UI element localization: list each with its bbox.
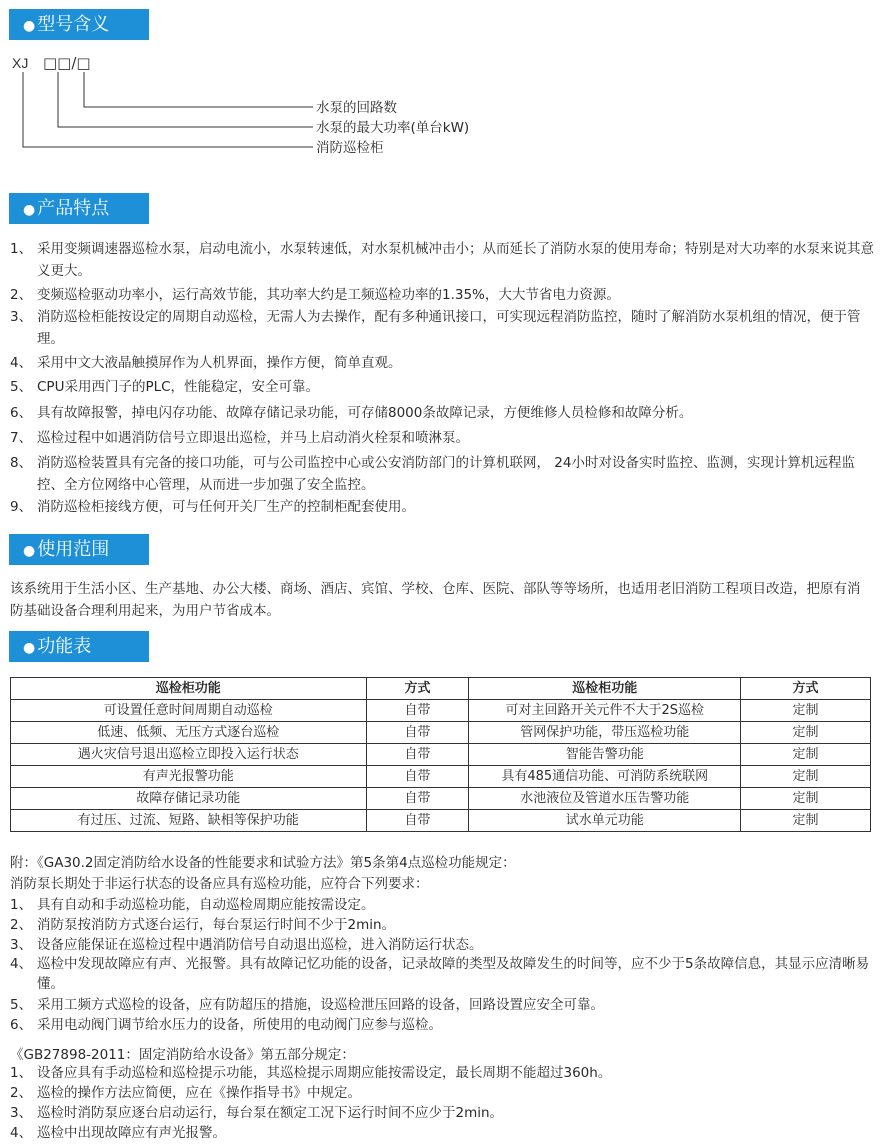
table-cell: 可设置任意时间周期自动巡检 <box>11 700 367 722</box>
table-header-row <box>11 678 871 700</box>
list-item: 5、 采用工频方式巡检的设备，应有防超压的措施，设巡检泄压回路的设备，回路设置应安全可靠。 <box>10 997 604 1013</box>
list-item: 4、 巡检中出现故障应有声光报警。 <box>10 1125 226 1141</box>
column-header: 巡检柜功能 <box>11 678 367 700</box>
appendix-intro: 附：《GA30.2固定消防给水设备的性能要求和试验方法》第5条第4点巡检功能规定： <box>10 855 516 871</box>
list-item: 1、 设备应具有手动巡检和巡检提示功能，其巡检提示周期应能按需设定，最长周期不能超过360h。 <box>10 1065 612 1081</box>
model-prefix: XJ <box>12 55 29 71</box>
table-cell: 有声光报警功能 <box>11 766 367 788</box>
table-cell: 遇火灾信号退出巡检立即投入运行状态 <box>11 744 367 766</box>
section-title-functions: ● 功能表 <box>9 631 149 662</box>
table-cell: 有过压、过流、短路、缺相等保护功能 <box>11 810 367 832</box>
table-cell: 自带 <box>366 766 469 788</box>
section-title-model: ● 型号含义 <box>9 9 149 40</box>
table-cell: 试水单元功能 <box>469 810 741 832</box>
list-item: 1、 采用变频调速器巡检水泵，启动电流小，水泵转速低，对水泵机械冲击小；从而延长了消防水泵的使用寿命；特别是对大功率的水泵来说其意义更大。 <box>10 241 874 279</box>
list-item: 3、 消防巡检柜能按设定的周期自动巡检，无需人为去操作，配有多种通讯接口，可实现远程消防监控，随时了解消防水泵机组的情况，便于管理。 <box>10 309 861 347</box>
list-item: 9、 消防巡检柜接线方便，可与任何开关厂生产的控制柜配套使用。 <box>10 499 415 515</box>
list-item: 8、 消防巡检装置具有完备的接口功能，可与公司监控中心或公安消防部门的计算机联网， 24小时对设备实时监控、监测，实现计算机远程监控、全方位网络中心管理，从而进一步加强了安全监控。 <box>10 455 855 493</box>
list-item: 7、 巡检过程中如遇消防信号立即退出巡检，并马上启动消火栓泵和喷淋泵。 <box>10 430 469 446</box>
table-cell: 智能告警功能 <box>469 744 741 766</box>
table-cell: 管网保护功能，带压巡检功能 <box>469 722 741 744</box>
list-item: 5、 CPU采用西门子的PLC，性能稳定，安全可靠。 <box>10 379 320 395</box>
table-cell: 水池液位及管道水压告警功能 <box>469 788 741 810</box>
table-row <box>11 722 871 744</box>
table-row <box>11 766 871 788</box>
model-boxes: □□/□ <box>43 54 91 72</box>
list-item: 1、 具有自动和手动巡检功能，自动巡检周期应能按需设定。 <box>10 897 375 913</box>
table-cell: 定制 <box>741 788 871 810</box>
table-row <box>11 810 871 832</box>
table-cell: 自带 <box>366 722 469 744</box>
list-item: 3、 设备应能保证在巡检过程中遇消防信号自动退出巡检，进入消防运行状态。 <box>10 937 483 953</box>
column-header: 巡检柜功能 <box>469 678 741 700</box>
scope-text: 该系统用于生活小区、生产基地、办公大楼、商场、酒店、宾馆、学校、仓库、医院、部队等等场所，也适用老旧消防工程项目改造，把原有消防基础设备合理利用起来，为用户节省成本。 <box>10 581 861 619</box>
model-label-loops: 水泵的回路数 <box>316 100 397 116</box>
function-table <box>10 677 871 832</box>
list-item: 2、 消防泵按消防方式逐台运行，每台泵运行时间不少于2min。 <box>10 917 396 933</box>
section-title-features: ● 产品特点 <box>9 193 149 224</box>
model-code-diagram <box>0 50 500 170</box>
table-cell: 定制 <box>741 766 871 788</box>
column-header: 方式 <box>741 678 871 700</box>
column-header: 方式 <box>366 678 469 700</box>
list-item: 4、 巡检中发现故障应有声、光报警。具有故障记忆功能的设备，记录故障的类型及故障发生的时间等，应不少于5条故障信息，其显示应清晰易懂。 <box>10 956 870 992</box>
table-cell: 自带 <box>366 788 469 810</box>
table-cell: 定制 <box>741 700 871 722</box>
table-row <box>11 744 871 766</box>
table-cell: 故障存储记录功能 <box>11 788 367 810</box>
table-cell: 自带 <box>366 810 469 832</box>
table-cell: 自带 <box>366 744 469 766</box>
table-row <box>11 788 871 810</box>
table-row <box>11 700 871 722</box>
table-cell: 自带 <box>366 700 469 722</box>
model-label-cabinet: 消防巡检柜 <box>316 140 384 156</box>
section-title-scope: ● 使用范围 <box>9 534 149 565</box>
model-label-power: 水泵的最大功率(单台kW) <box>316 120 470 136</box>
list-item: 6、 具有故障报警，掉电闪存功能、故障存储记录功能，可存储8000条故障记录，方便维修人员检修和故障分析。 <box>10 405 693 421</box>
list-item: 3、 巡检时消防泵应逐台启动运行，每台泵在额定工况下运行时间不应少于2min。 <box>10 1105 504 1121</box>
list-item: 2、 巡检的操作方法应简便，应在《操作指导书》中规定。 <box>10 1085 361 1101</box>
standard-intro: 《GB27898-2011：固定消防给水设备》第五部分规定： <box>10 1047 355 1063</box>
list-item: 6、 采用电动阀门调节给水压力的设备，所使用的电动阀门应参与巡检。 <box>10 1017 442 1033</box>
table-cell: 定制 <box>741 744 871 766</box>
table-cell: 具有485通信功能、可消防系统联网 <box>469 766 741 788</box>
table-cell: 定制 <box>741 810 871 832</box>
appendix-requirement: 消防泵长期处于非运行状态的设备应具有巡检功能，应符合下列要求： <box>10 876 429 892</box>
list-item: 2、 变频巡检驱动功率小，运行高效节能，其功率大约是工频巡检功率的1.35%，大大节省电力资源。 <box>10 287 620 303</box>
table-cell: 定制 <box>741 722 871 744</box>
list-item: 4、 采用中文大液晶触摸屏作为人机界面，操作方便，简单直观。 <box>10 355 402 371</box>
table-cell: 可对主回路开关元件不大于2S巡检 <box>469 700 741 722</box>
table-cell: 低速、低频、无压方式逐台巡检 <box>11 722 367 744</box>
